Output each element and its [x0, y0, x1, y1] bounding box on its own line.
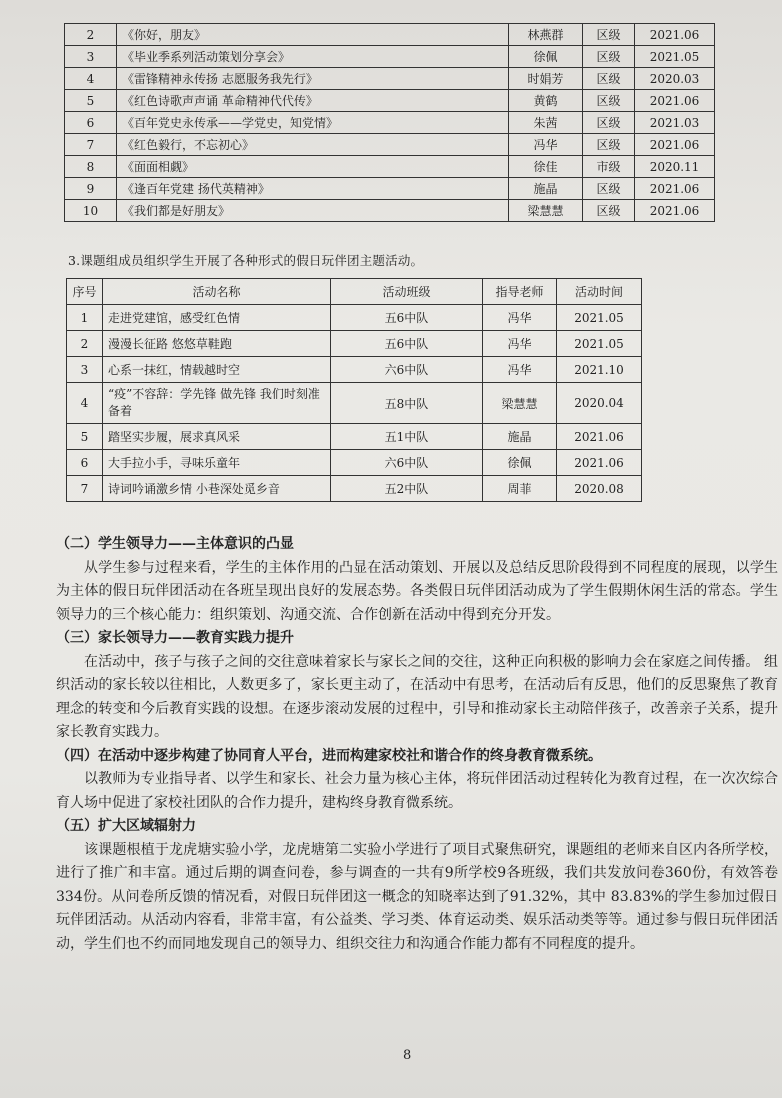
table-header-row	[67, 279, 642, 305]
table-row: 10 《我们都是好朋友》 梁慧慧 区级 2021.06	[65, 200, 715, 222]
table-row: 5 《红色诗歌声声诵 革命精神代代传》 黄鹤 区级 2021.06	[65, 90, 715, 112]
body-text	[56, 533, 778, 956]
section-heading: （三）家长领导力——教育实践力提升	[56, 630, 294, 646]
table-row: 4 “疫”不容辞：学先锋 做先锋 我们时刻准备着 五8中队 梁慧慧 2020.04	[67, 383, 642, 424]
section-paragraph: 该课题根植于龙虎塘实验小学，龙虎塘第二实验小学进行了项目式聚焦研究，课题组的老师来自区内各所学校，进行了推广和丰富。通过后期的调查问卷，参与调查的一共有9所学校9各班级，我们共发放问卷360份，有效答卷334份。从问卷所反馈的情况看，对假日玩伴团这一概念的知晓率达到了91.32%，其中 83.83%的学生参加过假日玩伴团活动。从活动内容看，非常丰富，有公益类、学习类、体育运动类、娱乐活动类等等。通过参与假日玩伴团活动，学生们也不约而同地发现自己的领导力、组织交往力和沟通合作能力都有不同程度的提升。	[56, 841, 778, 952]
header-time: 活动时间	[557, 279, 642, 305]
table-row: 9 《逢百年党建 扬代英精神》 施晶 区级 2021.06	[65, 178, 715, 200]
section-heading: （五）扩大区域辐射力	[56, 818, 196, 834]
section-paragraph: 在活动中，孩子与孩子之间的交往意味着家长与家长之间的交往，这种正向积极的影响力会在家庭之间传播。 组织活动的家长较以往相比，人数更多了，家长更主动了，在活动中有思考，在活动后有反思，他们的反思聚焦了教育理念的转变和今后教育实践的设想。在逐步滚动发展的过程中，引导和推动家长主动陪伴孩子，改善亲子关系，提升家长教育实践力。	[56, 653, 778, 740]
award-table	[64, 23, 715, 222]
page-number: 8	[403, 1048, 412, 1063]
section-heading: （二）学生领导力——主体意识的凸显	[56, 536, 294, 552]
table-row: 2 《你好，朋友》 林燕群 区级 2021.06	[65, 24, 715, 46]
table-caption: 3.课题组成员组织学生开展了各种形式的假日玩伴团主题活动。	[68, 253, 424, 268]
header-no: 序号	[67, 279, 103, 305]
table-row: 6 《百年党史永传承——学党史，知党情》 朱茜 区级 2021.03	[65, 112, 715, 134]
header-name: 活动名称	[103, 279, 331, 305]
table-row: 1 走进党建馆，感受红色情 五6中队 冯华 2021.05	[67, 305, 642, 331]
table-row: 5 踏坚实步履，展求真风采 五1中队 施晶 2021.06	[67, 424, 642, 450]
section-paragraph: 从学生参与过程来看，学生的主体作用的凸显在活动策划、开展以及总结反思阶段得到不同程度的展现，以学生为主体的假日玩伴团活动在各班呈现出良好的发展态势。各类假日玩伴团活动成为了学生假期休闲生活的常态。学生领导力的三个核心能力：组织策划、沟通交流、合作创新在活动中得到充分开发。	[56, 559, 778, 623]
header-class: 活动班级	[331, 279, 483, 305]
table-row: 3 心系一抹红，情载越时空 六6中队 冯华 2021.10	[67, 357, 642, 383]
table-row: 4 《雷锋精神永传扬 志愿服务我先行》 时娟芳 区级 2020.03	[65, 68, 715, 90]
section-heading: （四）在活动中逐步构建了协同育人平台，进而构建家校社和谐合作的终身教育微系统。	[56, 747, 602, 764]
table-row: 2 漫漫长征路 悠悠草鞋跑 五6中队 冯华 2021.05	[67, 331, 642, 357]
section-paragraph: 以教师为专业指导者、以学生和家长、社会力量为核心主体，将玩伴团活动过程转化为教育过程，在一次次综合育人场中促进了家校社团队的合作力提升，建构终身教育微系统。	[56, 771, 778, 811]
activity-table	[66, 278, 642, 502]
table-row: 3 《毕业季系列活动策划分享会》 徐佩 区级 2021.05	[65, 46, 715, 68]
table-row: 6 大手拉小手，寻味乐童年 六6中队 徐佩 2021.06	[67, 450, 642, 476]
table-row: 7 诗词吟诵激乡情 小巷深处觅乡音 五2中队 周菲 2020.08	[67, 476, 642, 502]
header-teacher: 指导老师	[483, 279, 557, 305]
table-row: 7 《红色毅行，不忘初心》 冯华 区级 2021.06	[65, 134, 715, 156]
table-row: 8 《面面相觑》 徐佳 市级 2020.11	[65, 156, 715, 178]
